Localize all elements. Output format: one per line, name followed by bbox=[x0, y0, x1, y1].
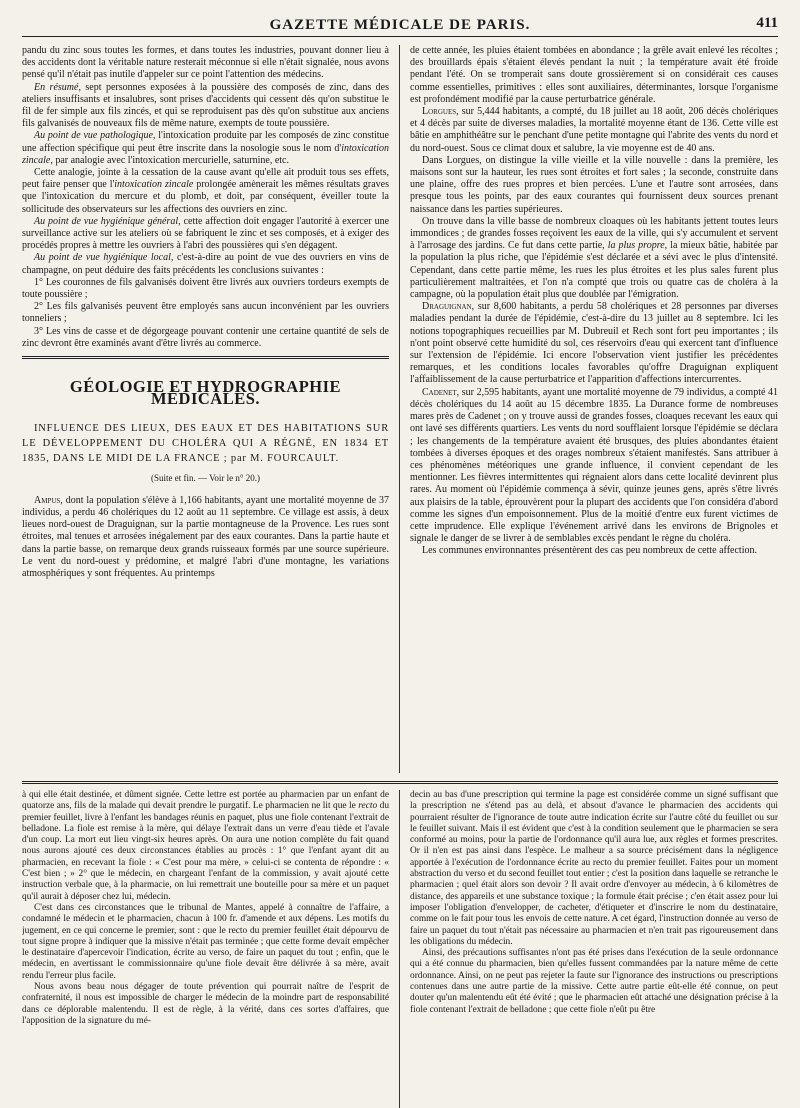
page-number: 411 bbox=[756, 15, 778, 31]
journal-title: GAZETTE MÉDICALE DE PARIS. bbox=[269, 16, 531, 33]
place-name: Lorgues, bbox=[422, 106, 459, 118]
paragraph: Cadenet, sur 2,595 habitants, ayant une mortalité moyenne de 79 individus, a compté 41 décès cholériques du 14 août au 15 décembre 1835. La Durance forme de nombreuses mares près de Cadenet ; on y trouve aussi de grandes fosses, cloaques recevant les eaux qui ont lavé ses différents quartiers. Les vents du nord soufflaient lorsque l'épidémie se déclara ; les changements de la température avaient été brusques, des pluies abondantes étaient tombées à diverses époques et des orages nombreux s'étaient manifestés. Sans attribuer à ces phénomènes météoriques une grande influence, il convient cependant de les mentionner. Les fièvres intermittentes qui régnaient alors dans cette localité devinrent plus rares. Au moment où l'épidémie commença à sévir, quinze jeunes gens, après s'être livrés aux plaisirs de la table, éprouvèrent pour la plupart des accidents que l'on considéra d'abord comme les signes d'un empoisonnement. Plus de la moitié d'entre eux furent victimes de cette imprudence. Elle explique l'événement arrivé dans les environs de Brignoles et signale le danger de se livrer à de semblables excès pendant le règne du choléra. bbox=[410, 386, 778, 545]
running-head bbox=[22, 14, 778, 37]
paragraph: Draguignan, sur 8,600 habitants, a perdu 58 cholériques et 28 personnes par diverses maladies pendant la durée de l'épidémie, c'est-à-dire du 13 juillet au 8 septembre. Ici les notions topographiques recueillies par M. Dubreuil et Rech sont fort peu importantes ; ils n'ont point observé cette humidité du sol, ces réservoirs d'eau qui exercent tant d'influence sur l'extension de l'épidémie. Ici encore l'observation vient justifier les précédentes remarques, et les conditions locales favorables qu'offre Draguignan expliquent l'affaiblissement de la cause perturbatrice et l'apparition d'affections intercurrentes. bbox=[410, 301, 778, 386]
paragraph: Les communes environnantes présentèrent des cas peu nombreux de cette affection. bbox=[422, 545, 757, 557]
paragraph: Nous avons beau nous dégager de toute prévention qui pourrait naître de l'esprit de confraternité, il nous est impossible de charger le médecin de la moindre part de responsabilité dans ce déplorable malentendu. Il est de règle, à la vérité, dans ces sortes d'affaires, que l'apposition de la signature du mé- bbox=[22, 982, 389, 1026]
paragraph: En résumé, sept personnes exposées à la poussière des composés de zinc, dans des ateliers insuffisants et insalubres, sont prises d'accidents qui cessent dès qu'on substitue le fil de fer simple aux fils zincés, et qui se reproduisent pas dès qu'on substitue aux anciens fils galvanisés de nouveaux fils de même nature, exempts de toute poussière. bbox=[22, 81, 389, 130]
paragraph: decin au bas d'une prescription qui termine la page est considérée comme un signé suffisant que la prescription ne s'étend pas au delà, et absout d'avance le pharmacien des accidents qui pourraient résulter de l'ignorance de toute autre indication écrite sur l'autre côté du feuillet ou sur le feuillet suivant. Mais il est évident que c'est à la condition seulement que le pharmacien se sera conformé au moins, pour la partie de l'ordonnance qu'il aura lue, aux règles et formes prescrites. Or il n'en est pas ainsi dans l'espèce. Le malheur a sa source précisément dans la négligence apportée à l'exécution de l'ordonnance écrite au recto du premier feuillet. Faites pour un moment abstraction du verso et du second feuillet tout entier ; c'est la position dans laquelle se retranche le pharmacien ; quel était alors son devoir ? Il avait ordre d'envoyer au médecin, à 6 kilomètres de distance, des appareils et une substance toxique ; la formule était précise ; c'en était assez pour lui imposer l'obligation d'envelopper, de cacheter, d'étiqueter et d'inscrire le nom du destinataire, comme on le fait pour tous les envois de cette nature. A cet égard, l'instruction donnée au verso de faire un paquet du tout n'était pas nécessaire au pharmacien et n'en trait pas rigoureusement dans les obligations du médecin. bbox=[410, 790, 778, 947]
place-name: Ampus, bbox=[34, 494, 63, 506]
page-divider bbox=[22, 781, 778, 784]
paragraph-lead: Au point de vue pathologique, bbox=[34, 130, 156, 142]
paragraph: Au point de vue pathologique, l'intoxication produite par les composés de zinc constitue une affection spécifique qui peut être inscrite dans la nosologie sous le nom d'intoxication zincale, par analogie avec l'intoxication mercurielle, saturnine, etc. bbox=[22, 130, 389, 166]
lower-left-column bbox=[22, 790, 400, 1108]
article-title: INFLUENCE DES LIEUX, DES EAUX ET DES HABITATIONS SUR LE DÉVELOPPEMENT DU CHOLÉRA QUI A RÉGNÉ, EN 1834 ET 1835, DANS LE MIDI DE LA FRANCE ; par M. FOURCAULT. bbox=[22, 423, 389, 465]
paragraph: Ainsi, des précautions suffisantes n'ont pas été prises dans l'exécution de la seule ordonnance qui a été connue du pharmacien, bien qu'elles fussent commandées par la nature même de cette ordonnance. Ainsi, on ne peut pas rejeter la faute sur l'ignorance des instructions ou prescriptions contenues dans une autre partie de la missive. Cette autre partie eût-elle été connue, on peut douter qu'un malentendu eût été évité ; que le pharmacien eût attaché une désignation précise à la fiole contenant l'extrait de belladone ; que cette fiole n'eût pu être bbox=[410, 948, 778, 1015]
list-item: 1° Les couronnes de fils galvanisés doivent être livrés aux ouvriers tordeurs exempts de toute poussière ; bbox=[22, 276, 389, 301]
lower-columns bbox=[22, 790, 778, 1108]
paragraph-lead: Au point de vue hygiénique local, bbox=[34, 252, 174, 264]
paragraph: de cette année, les pluies étaient tombées en abondance ; la grêle avait enlevé les récoltes ; des brouillards épais s'étaient élevés pendant la nuit ; la température avait été froide pendant l'été. On se tromperait sans doute grossièrement si on considérait ces causes comme essentielles, primitives : elles sont auxiliaires, déterminantes, lorsque l'organisme est profondément modifié par la cause perturbatrice générale. bbox=[410, 45, 778, 105]
paragraph: Ampus, dont la population s'élève à 1,166 habitants, ayant une mortalité moyenne de 37 individus, a perdu 46 cholériques du 12 août au 11 septembre. Ce village est assis, à deux lieues nord-ouest de Draguignan, sur la partie montagneuse de la Provence. Les rues sont étroites, mal tenues et arrosées inégalement par des eaux courantes. Dans la partie haute et dans la partie basse, on remarque deux grands ruisseaux formés par une source supérieure. Le vent du nord-ouest y prédomine, et malgré l'abri d'une montagne, les variations atmosphériques y sont fréquentes. Au printemps bbox=[22, 494, 389, 579]
section-divider bbox=[22, 356, 389, 359]
list-item: 2° Les fils galvanisés peuvent être employés sans aucun inconvénient par les ouvriers tonneliers ; bbox=[22, 301, 389, 325]
conclusions-list bbox=[22, 277, 389, 350]
place-name: Cadenet, bbox=[422, 386, 460, 398]
paragraph-lead: Au point de vue hygiénique général, bbox=[34, 215, 181, 227]
paragraph: Dans Lorgues, on distingue la ville vieille et la ville nouvelle : dans la première, les maisons sont sur la hauteur, les rues sont étroites et fort sales ; la seconde, construite dans une plaine, offre des rues propres et bien percées. L'une et l'autre sont arrosées, dans presque tous les points, par des eaux courantes qui fournissent deux sources prenant naissance dans les parties supérieures. bbox=[410, 154, 778, 215]
left-column bbox=[22, 45, 400, 773]
section-title: GÉOLOGIE ET HYDROGRAPHIE MÉDICALES. bbox=[69, 377, 342, 409]
paragraph: Lorgues, sur 5,444 habitants, a compté, du 18 juillet au 18 août, 206 décès cholériques et 4 décès par suite de diverses maladies, la mortalité moyenne étant de 136. Cette ville est bâtie en amphithéâtre sur le penchant d'une petite montagne qui l'abrite des vents du nord et du nord-ouest. Sous ce climat doux et salubre, la vie moyenne est de 40 ans. bbox=[410, 106, 778, 154]
paragraph: On trouve dans la ville basse de nombreux cloaques où les habitants jettent toutes leurs immondices ; de grandes fosses reçoivent les eaux de la ville, qui s'y accumulent et servent à l'arrosage des jardins. Ce fut dans cette partie, la plus propre, la mieux bâtie, habitée par la population la plus riche, que l'épidémie s'est déclarée et a sévi avec le plus d'intensité. Cependant, dans cette partie même, les rues les plus étroites et les plus sales furent plus particulièrement maltraitées, et l'on n'a compté que trois ou quatre cas de choléra à la campagne, où la population était plus que doublée par l'émigration. bbox=[410, 215, 778, 301]
paragraph-lead: En résumé, bbox=[34, 81, 81, 93]
paragraph: Cette analogie, jointe à la cessation de la cause avant qu'elle ait produit tous ses effets, peut faire penser que l'intoxication zincale prolongée amènerait les mêmes résultats graves que l'intoxication du mercure et du plomb, et doit, par conséquent, éveiller toute la sollicitude des observateurs sur les affections des ouvriers en zinc. bbox=[22, 167, 390, 215]
upper-columns bbox=[22, 45, 778, 773]
lower-right-column bbox=[400, 790, 778, 1108]
paragraph: C'est dans ces circonstances que le tribunal de Mantes, appelé à connaître de l'affaire, a condamné le médecin et le pharmacien, chacun à 100 fr. d'amende et aux dépens. Les motifs du jugement, en ce qui concerne le premier, sont : que le recto du premier feuillet était dépourvu de tout signe propre à indiquer que la missive n'était pas terminée ; que cette forme devait empêcher le destinataire d'apercevoir l'indication, écrite au verso, de faire un paquet du tout ; enfin, que le médecin, en avertissant le commissionnaire qu'une fiole devait être délivrée à sa mère, avait rendu l'erreur plus facile. bbox=[22, 902, 389, 981]
right-column bbox=[400, 45, 778, 773]
continuation-note: (Suite et fin. — Voir le n° 20.) bbox=[150, 473, 260, 484]
paragraph: Au point de vue hygiénique général, cette affection doit engager l'autorité à exercer une surveillance active sur les ateliers où se fabriquent le zinc et ses composés, et à exiger des procédés propres à mettre les ouvriers à l'abri des poussières qui s'en dégagent. bbox=[22, 215, 390, 252]
list-item: 3° Les vins de casse et de dégorgeage pouvant contenir une certaine quantité de sels de zinc devront être examinés avant d'être livrés au commerce. bbox=[22, 325, 389, 349]
paragraph: à qui elle était destinée, et dûment signée. Cette lettre est portée au pharmacien par un enfant de quatorze ans, fils de la malade qui devait prendre le purgatif. Le pharmacien ne lit que le recto du premier feuillet, livre à l'enfant les bandages réunis en paquet, plus une fiole contenant l'extrait de belladone. La fiole est remise à la mère, qui délaye l'extrait dans un verre d'eau tiède et l'avale d'un coup. La mort eut lieu vingt-six heures après. On aura une notion complète du fait quand nous aurons ajouté ces deux circonstances établies au procès : 1° que l'enfant ayant dit au pharmacien, en recevant la fiole : « C'est pour ma mère, » celui-ci se contenta de répondre : « C'est bien ; » 2° que le médecin, en chargeant l'enfant de la commission, y avait ajouté cette instruction verbale que, à la pharmacie, on lui remettrait une bouteille pour sa mère et un paquet qu'il aurait à déposer chez lui, médecin. bbox=[22, 790, 390, 902]
paragraph: Au point de vue hygiénique local, c'est-à-dire au point de vue des ouvriers en vins de champagne, on peut déduire des faits précédents les conclusions suivantes : bbox=[22, 252, 389, 276]
place-name: Draguignan, bbox=[422, 301, 475, 313]
paragraph: pandu du zinc sous toutes les formes, et dans toutes les industries, pouvant donner lieu à des accidents dont la véritable nature resterait méconnue si elle n'était signalée, nous avons pensé qu'il n'était pas inutile d'appeler sur ce point l'attention des médecins. bbox=[22, 45, 389, 81]
